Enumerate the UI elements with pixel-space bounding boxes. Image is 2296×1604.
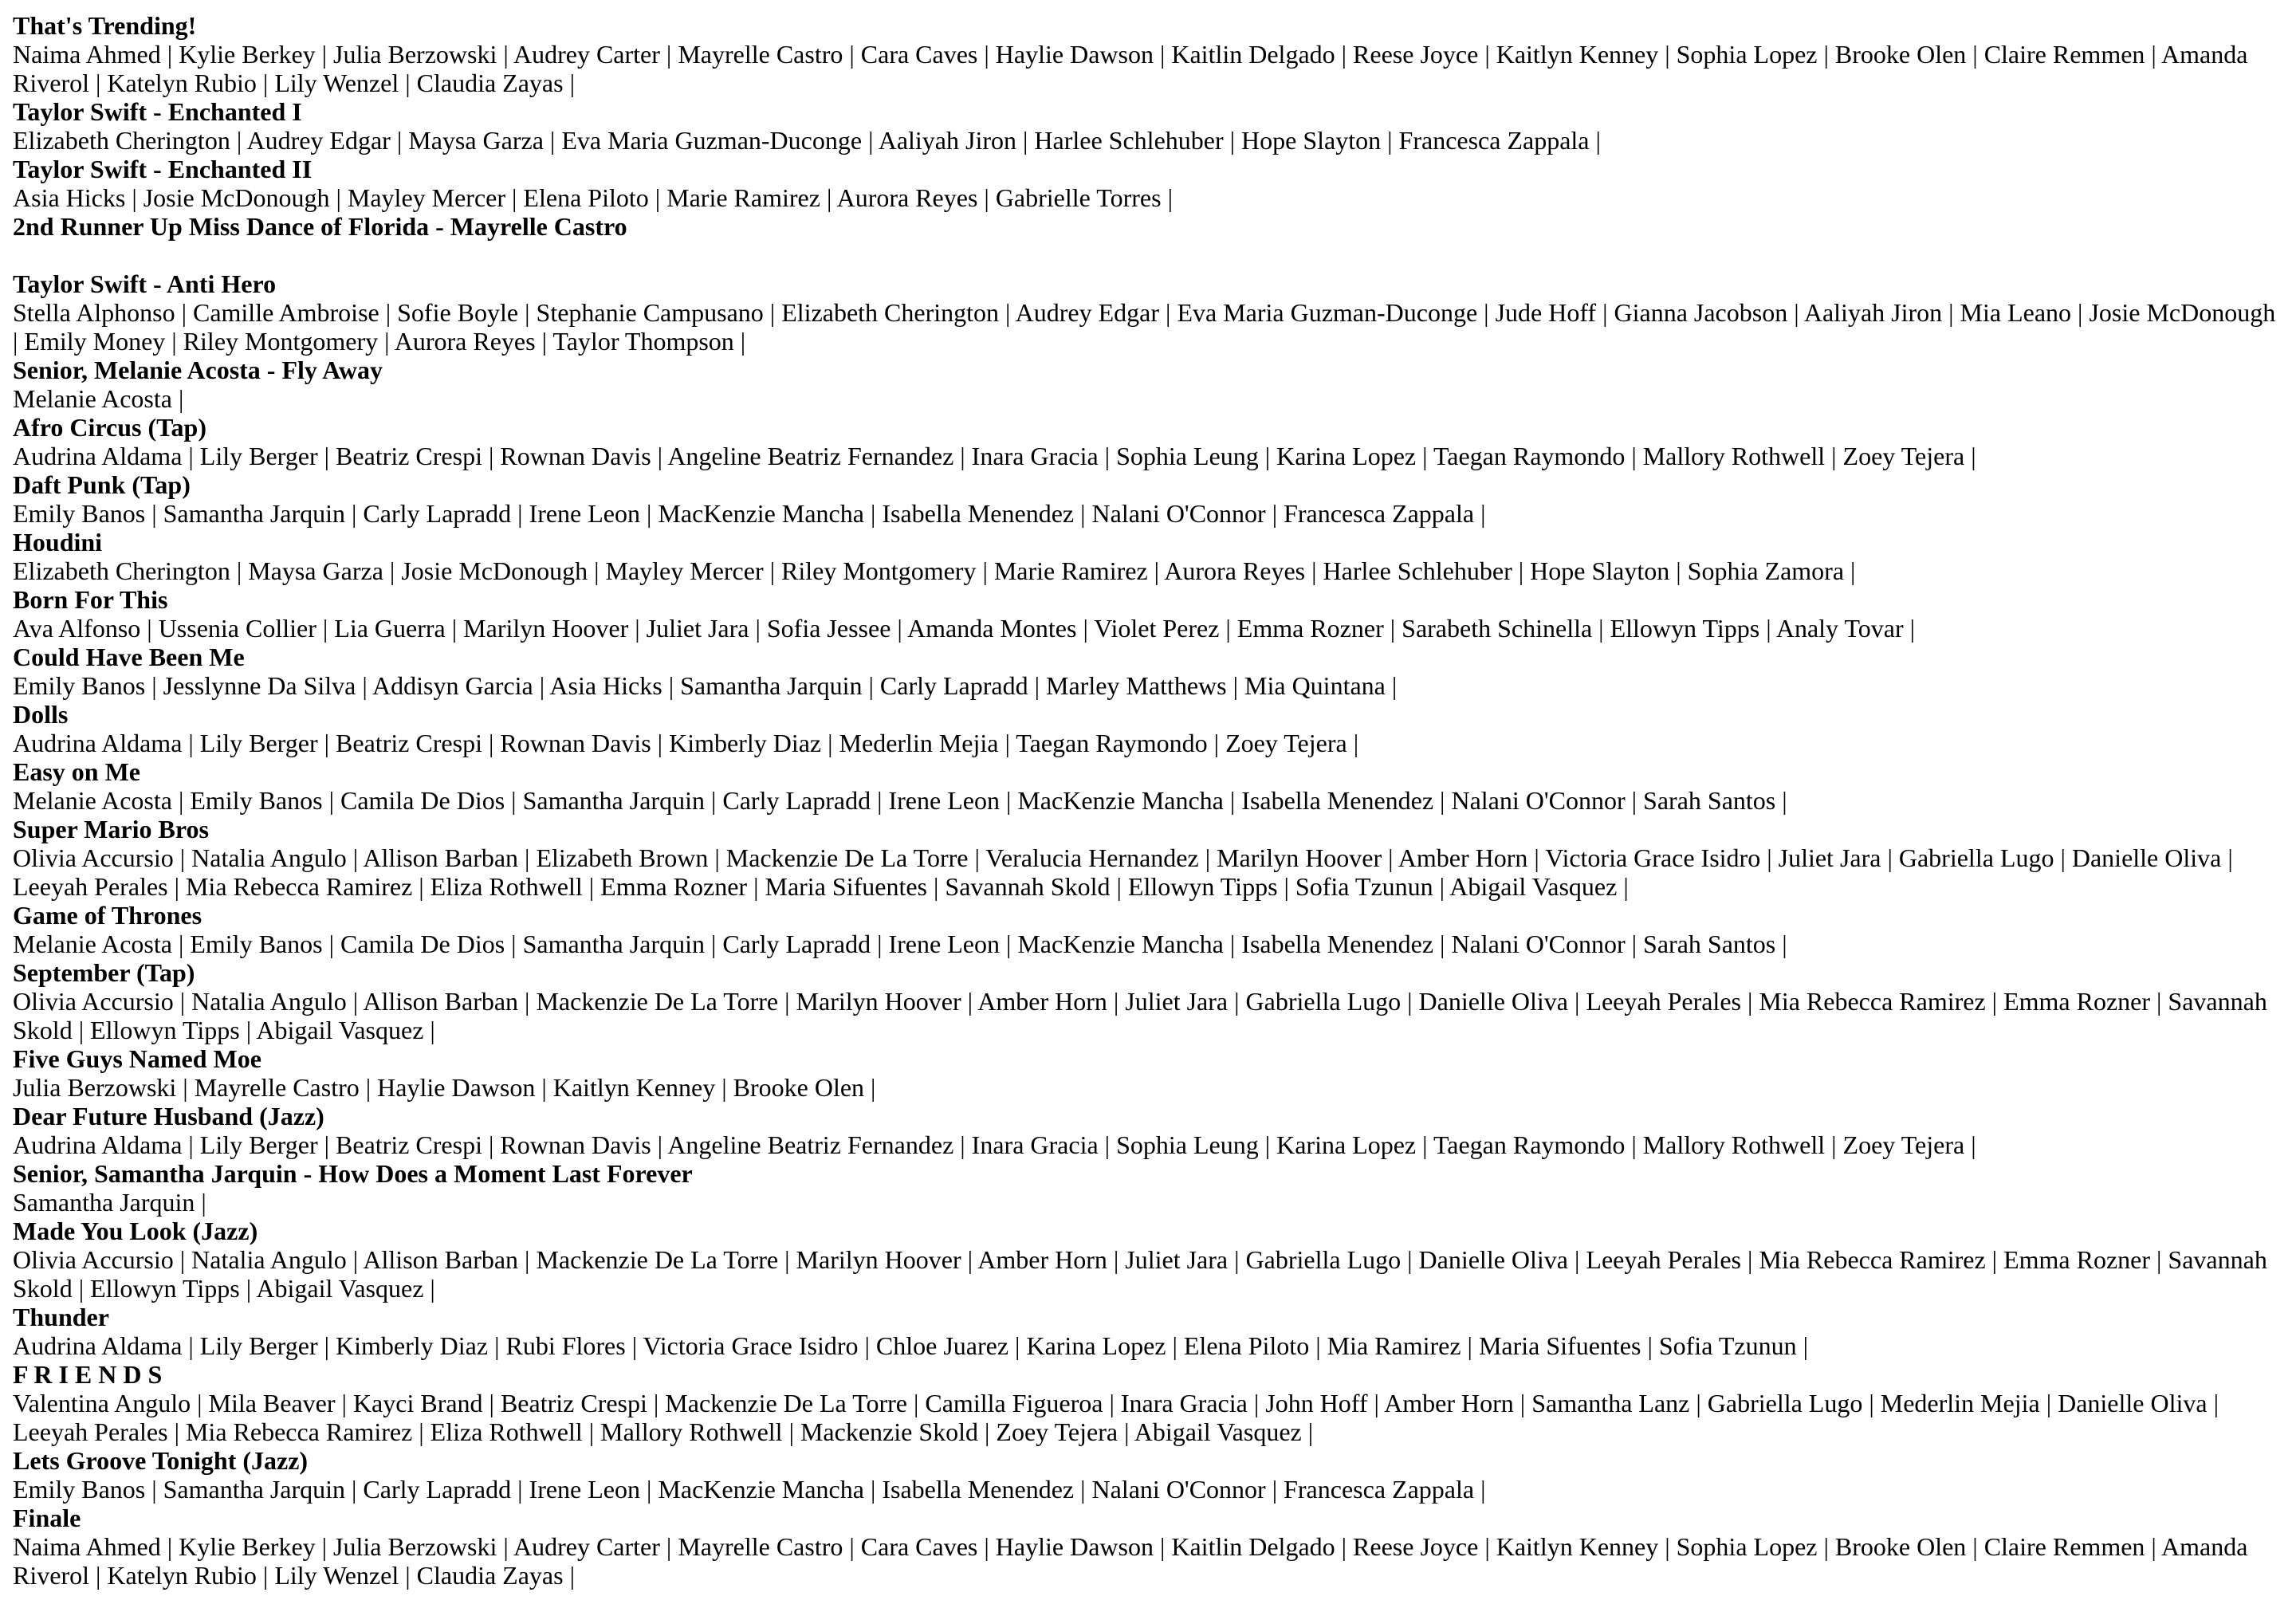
program-entry [13,11,2283,97]
dancer-names: Julia Berzowski | Mayrelle Castro | Haylie Dawson | Kaitlyn Kenney | Brooke Olen | [13,1073,876,1102]
routine-title: Easy on Me [13,757,140,786]
routine-title: Taylor Swift - Enchanted II [13,155,313,183]
dancer-names: Audrina Aldama | Lily Berger | Beatriz Crespi | Rownan Davis | Angeline Beatriz Fernandez | Inara Gracia | Sophia Leung | Karina Lopez | Taegan Raymondo | Mallory Rothwell | Zoey Tejera | [13,1130,1976,1159]
routine-title: Dolls [13,700,69,729]
dancer-names: Elizabeth Cherington | Audrey Edgar | Maysa Garza | Eva Maria Guzman-Duconge | Aaliyah Jiron | Harlee Schlehuber | Hope Slayton | Francesca Zappala | [13,126,1601,155]
dancer-names: Melanie Acosta | Emily Banos | Camila De Dios | Samantha Jarquin | Carly Lapradd | Irene Leon | MacKenzie Mancha | Isabella Menendez | Nalani O'Connor | Sarah Santos | [13,786,1787,815]
routine-title: Daft Punk (Tap) [13,470,191,499]
program-entry [13,1446,2283,1504]
program-entry [13,643,2283,700]
dancer-names: Valentina Angulo | Mila Beaver | Kayci Brand | Beatriz Crespi | Mackenzie De La Torre | Camilla Figueroa | Inara Gracia | John Hoff | Amber Horn | Samantha Lanz | Gabriella Lugo | Mederlin Mejia | Danielle Oliva | Leeyah Perales | Mia Rebecca Ramirez | Eliza Rothwell | Mallory Rothwell | Mackenzie Skold | Zoey Tejera | Abigail Vasquez | [13,1389,2219,1446]
program-entry [13,815,2283,901]
dancer-names: Elizabeth Cherington | Maysa Garza | Josie McDonough | Mayley Mercer | Riley Montgomery | Marie Ramirez | Aurora Reyes | Harlee Schlehuber | Hope Slayton | Sophia Zamora | [13,556,1856,585]
dancer-names: Naima Ahmed | Kylie Berkey | Julia Berzowski | Audrey Carter | Mayrelle Castro | Cara Caves | Haylie Dawson | Kaitlin Delgado | Reese Joyce | Kaitlyn Kenney | Sophia Lopez | Brooke Olen | Claire Remmen | Amanda Riverol | Katelyn Rubio | Lily Wenzel | Claudia Zayas | [13,40,2248,97]
dancer-names: Melanie Acosta | [13,384,184,413]
dancer-names: Naima Ahmed | Kylie Berkey | Julia Berzowski | Audrey Carter | Mayrelle Castro | Cara Caves | Haylie Dawson | Kaitlin Delgado | Reese Joyce | Kaitlyn Kenney | Sophia Lopez | Brooke Olen | Claire Remmen | Amanda Riverol | Katelyn Rubio | Lily Wenzel | Claudia Zayas | [13,1532,2248,1590]
dancer-names: Asia Hicks | Josie McDonough | Mayley Mercer | Elena Piloto | Marie Ramirez | Aurora Reyes | Gabrielle Torres | [13,183,1173,212]
routine-title: Could Have Been Me [13,643,245,671]
program-entry [13,757,2283,815]
dancer-names: Olivia Accursio | Natalia Angulo | Allison Barban | Mackenzie De La Torre | Marilyn Hoover | Amber Horn | Juliet Jara | Gabriella Lugo | Danielle Oliva | Leeyah Perales | Mia Rebecca Ramirez | Emma Rozner | Savannah Skold | Ellowyn Tipps | Abigail Vasquez | [13,1245,2267,1303]
dancer-names: Emily Banos | Samantha Jarquin | Carly Lapradd | Irene Leon | MacKenzie Mancha | Isabella Menendez | Nalani O'Connor | Francesca Zappala | [13,1475,1486,1504]
routine-title: September (Tap) [13,958,195,987]
program-entry [13,528,2283,585]
program-entry [13,1044,2283,1102]
routine-title: Afro Circus (Tap) [13,413,206,442]
program-entry [13,700,2283,757]
routine-title: 2nd Runner Up Miss Dance of Florida - Mayrelle Castro [13,212,627,241]
routine-title: That's Trending! [13,11,197,40]
routine-title: F R I E N D S [13,1360,163,1389]
routine-title: Finale [13,1504,81,1532]
routine-title: Taylor Swift - Anti Hero [13,269,277,298]
routine-title: Born For This [13,585,168,614]
routine-title: Taylor Swift - Enchanted I [13,97,302,126]
program-entry [13,1360,2283,1446]
program-entry [13,155,2283,212]
program-entry [13,958,2283,1044]
routine-title: Dear Future Husband (Jazz) [13,1102,324,1130]
dancer-names: Stella Alphonso | Camille Ambroise | Sofie Boyle | Stephanie Campusano | Elizabeth Cherington | Audrey Edgar | Eva Maria Guzman-Duconge | Jude Hoff | Gianna Jacobson | Aaliyah Jiron | Mia Leano | Josie McDonough | Emily Money | Riley Montgomery | Aurora Reyes | Taylor Thompson | [13,298,2276,356]
dancer-names: Audrina Aldama | Lily Berger | Beatriz Crespi | Rownan Davis | Angeline Beatriz Fernandez | Inara Gracia | Sophia Leung | Karina Lopez | Taegan Raymondo | Mallory Rothwell | Zoey Tejera | [13,442,1976,470]
program-entry [13,1504,2283,1590]
program-entry [13,212,2283,269]
dancer-names: Ava Alfonso | Ussenia Collier | Lia Guerra | Marilyn Hoover | Juliet Jara | Sofia Jessee | Amanda Montes | Violet Perez | Emma Rozner | Sarabeth Schinella | Ellowyn Tipps | Analy Tovar | [13,614,1916,643]
program-entry [13,901,2283,958]
routine-title: Senior, Samantha Jarquin - How Does a Moment Last Forever [13,1159,693,1188]
routine-title: Senior, Melanie Acosta - Fly Away [13,356,383,384]
dancer-names: Audrina Aldama | Lily Berger | Kimberly Diaz | Rubi Flores | Victoria Grace Isidro | Chloe Juarez | Karina Lopez | Elena Piloto | Mia Ramirez | Maria Sifuentes | Sofia Tzunun | [13,1331,1808,1360]
dancer-names: Emily Banos | Jesslynne Da Silva | Addisyn Garcia | Asia Hicks | Samantha Jarquin | Carly Lapradd | Marley Matthews | Mia Quintana | [13,671,1398,700]
program-entry [13,585,2283,643]
program-entry [13,1217,2283,1303]
program-entry [13,1303,2283,1360]
routine-title: Houdini [13,528,103,556]
dancer-names: Samantha Jarquin | [13,1188,206,1217]
routine-title: Super Mario Bros [13,815,209,843]
dancer-names: Melanie Acosta | Emily Banos | Camila De Dios | Samantha Jarquin | Carly Lapradd | Irene Leon | MacKenzie Mancha | Isabella Menendez | Nalani O'Connor | Sarah Santos | [13,930,1787,958]
blank-line [13,241,2283,269]
program-entry [13,356,2283,413]
dancer-names: Olivia Accursio | Natalia Angulo | Allison Barban | Elizabeth Brown | Mackenzie De La Torre | Veralucia Hernandez | Marilyn Hoover | Amber Horn | Victoria Grace Isidro | Juliet Jara | Gabriella Lugo | Danielle Oliva | Leeyah Perales | Mia Rebecca Ramirez | Eliza Rothwell | Emma Rozner | Maria Sifuentes | Savannah Skold | Ellowyn Tipps | Sofia Tzunun | Abigail Vasquez | [13,843,2233,901]
program-entry [13,1159,2283,1217]
program-entry [13,1102,2283,1159]
program-entry [13,97,2283,155]
routine-title: Five Guys Named Moe [13,1044,261,1073]
dancer-names: Emily Banos | Samantha Jarquin | Carly Lapradd | Irene Leon | MacKenzie Mancha | Isabella Menendez | Nalani O'Connor | Francesca Zappala | [13,499,1486,528]
dancer-names: Olivia Accursio | Natalia Angulo | Allison Barban | Mackenzie De La Torre | Marilyn Hoover | Amber Horn | Juliet Jara | Gabriella Lugo | Danielle Oliva | Leeyah Perales | Mia Rebecca Ramirez | Emma Rozner | Savannah Skold | Ellowyn Tipps | Abigail Vasquez | [13,987,2267,1044]
routine-title: Made You Look (Jazz) [13,1217,258,1245]
routine-title: Game of Thrones [13,901,202,930]
routine-title: Lets Groove Tonight (Jazz) [13,1446,309,1475]
dancer-names: Audrina Aldama | Lily Berger | Beatriz Crespi | Rownan Davis | Kimberly Diaz | Mederlin Mejia | Taegan Raymondo | Zoey Tejera | [13,729,1359,757]
routine-title: Thunder [13,1303,109,1331]
program-entry [13,470,2283,528]
program-entry [13,269,2283,356]
program-entry [13,413,2283,470]
